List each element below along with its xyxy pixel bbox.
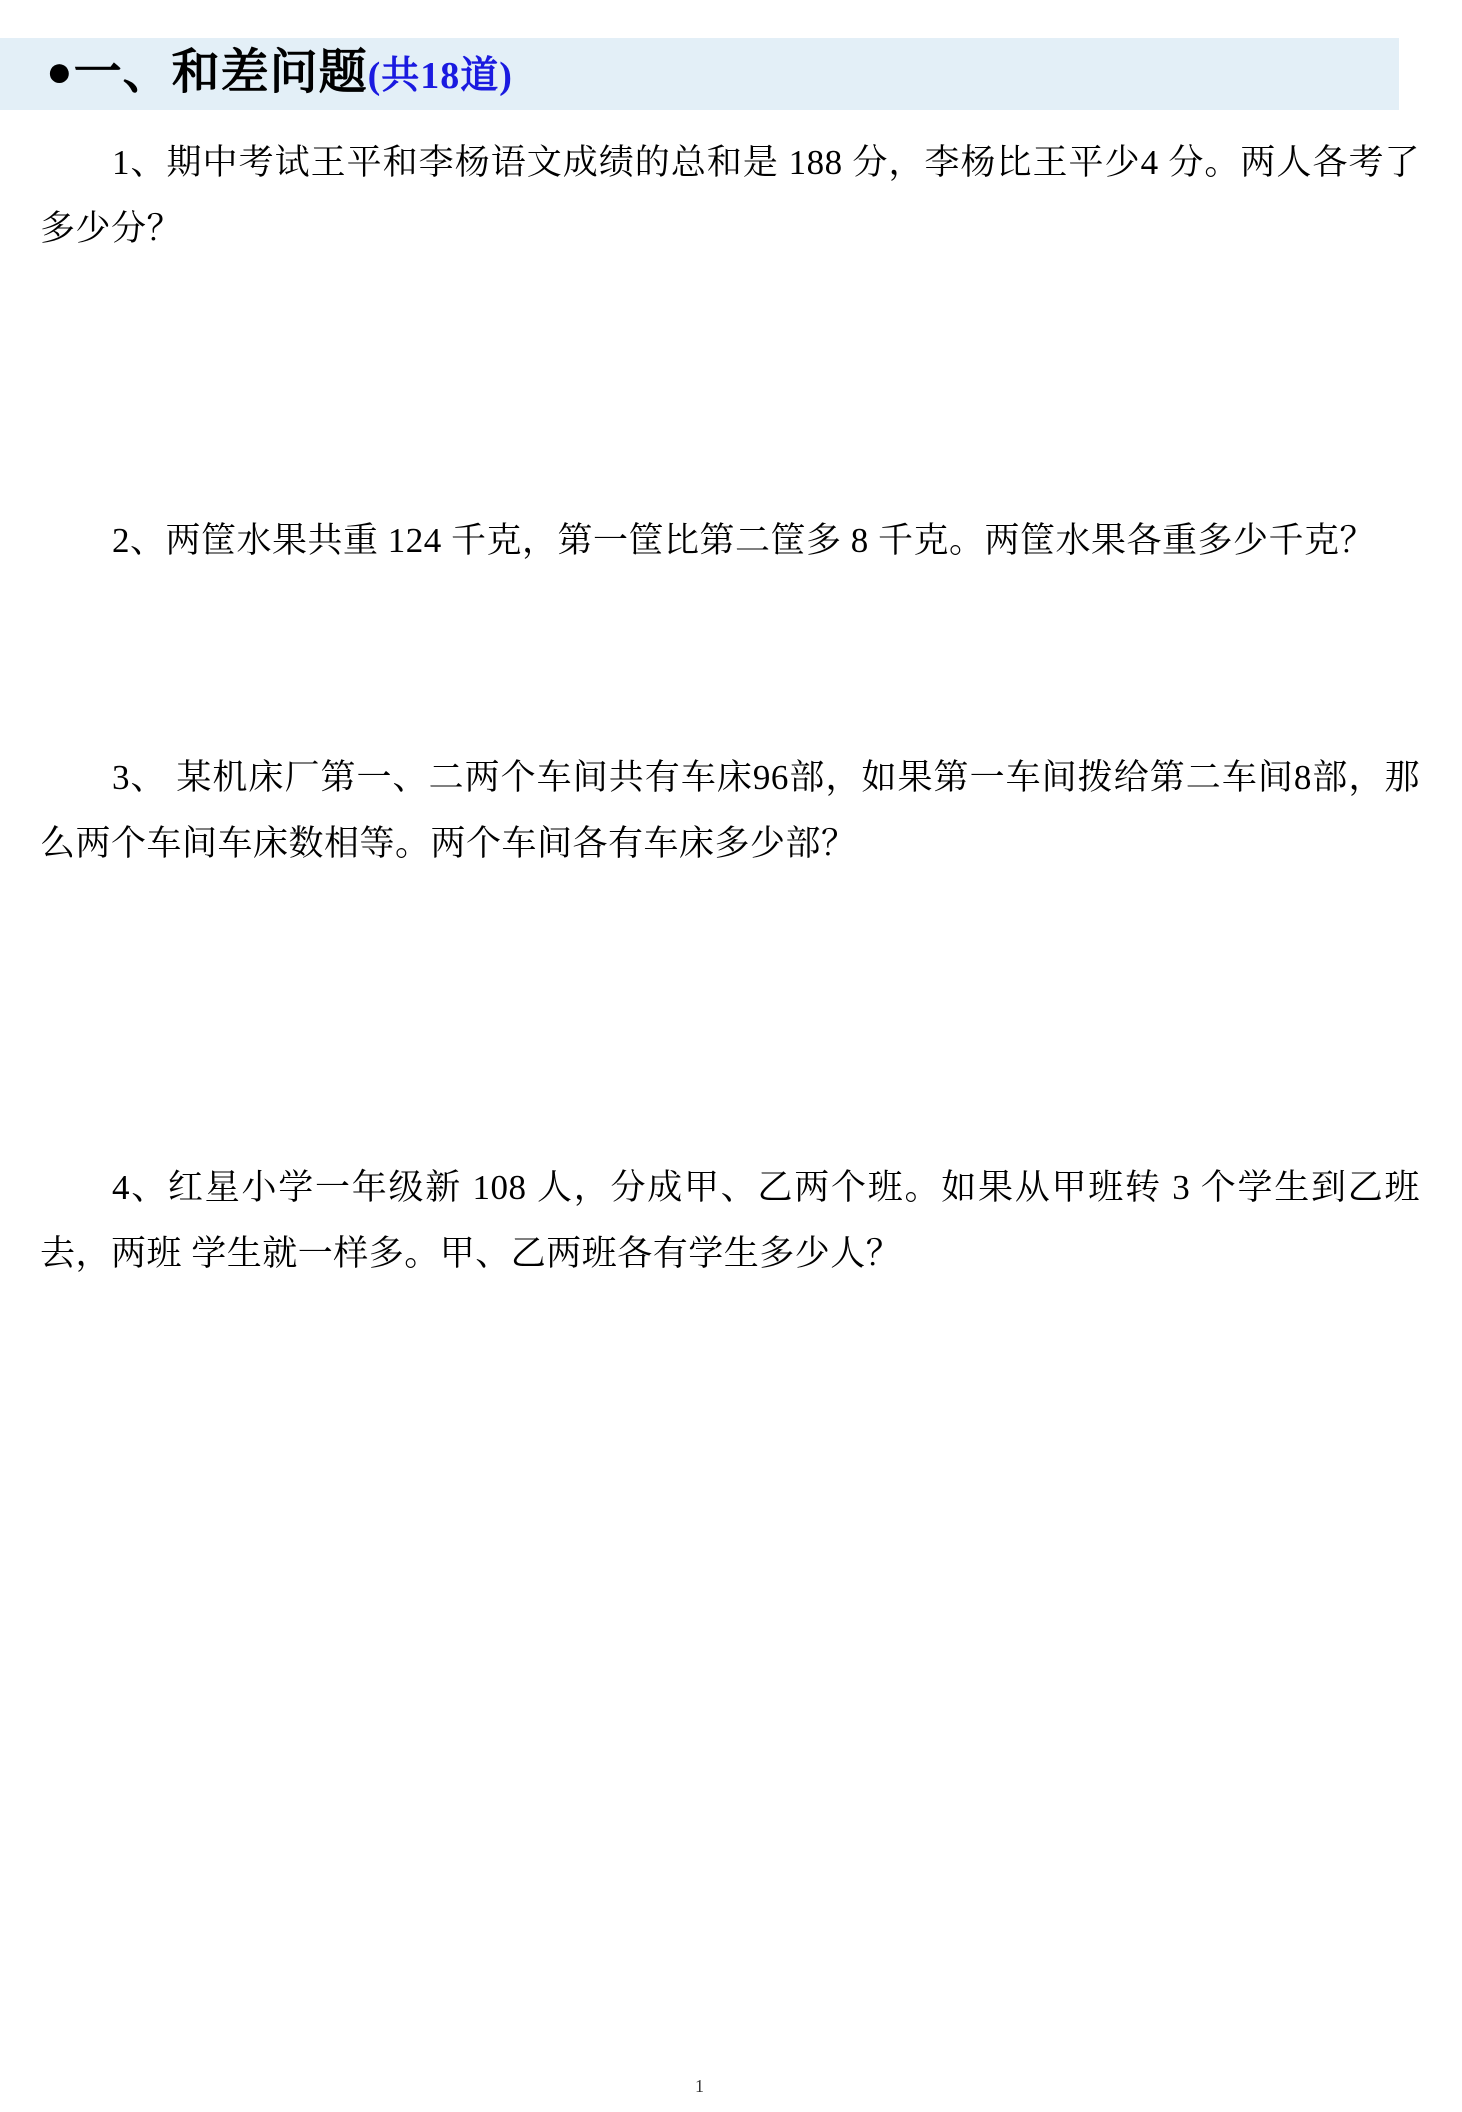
problem-item (40, 745, 1420, 877)
section-heading-count: (共18道) (367, 55, 513, 97)
problem-text-2: 2、两筐水果共重 124 千克，第一筐比第二筐多 8 千克。两筐水果各重多少千克？ (112, 521, 1376, 560)
bullet-icon: ● (46, 47, 74, 96)
page-number: 1 (695, 2076, 704, 2096)
problem-text-3: 3、 某机床厂第一、二两个车间共有车床96部，如果第一车间拨给第二车间8部，那么两个车间车床数相等。两个车间各有车床多少部？ (40, 758, 1420, 863)
problem-text-1: 1、期中考试王平和李杨语文成绩的总和是 188 分，李杨比王平少4 分。两人各考了多少分？ (40, 143, 1420, 248)
problem-text-4: 4、红星小学一年级新 108 人，分成甲、乙两个班。如果从甲班转 3 个学生到乙班去，两班 学生就一样多。甲、乙两班各有学生多少人？ (40, 1168, 1420, 1273)
problem-item (40, 130, 1420, 262)
section-heading-title: 一、和差问题 (73, 46, 368, 99)
problem-item (40, 1155, 1420, 1287)
problem-item (40, 508, 1420, 574)
section-heading (46, 40, 513, 108)
